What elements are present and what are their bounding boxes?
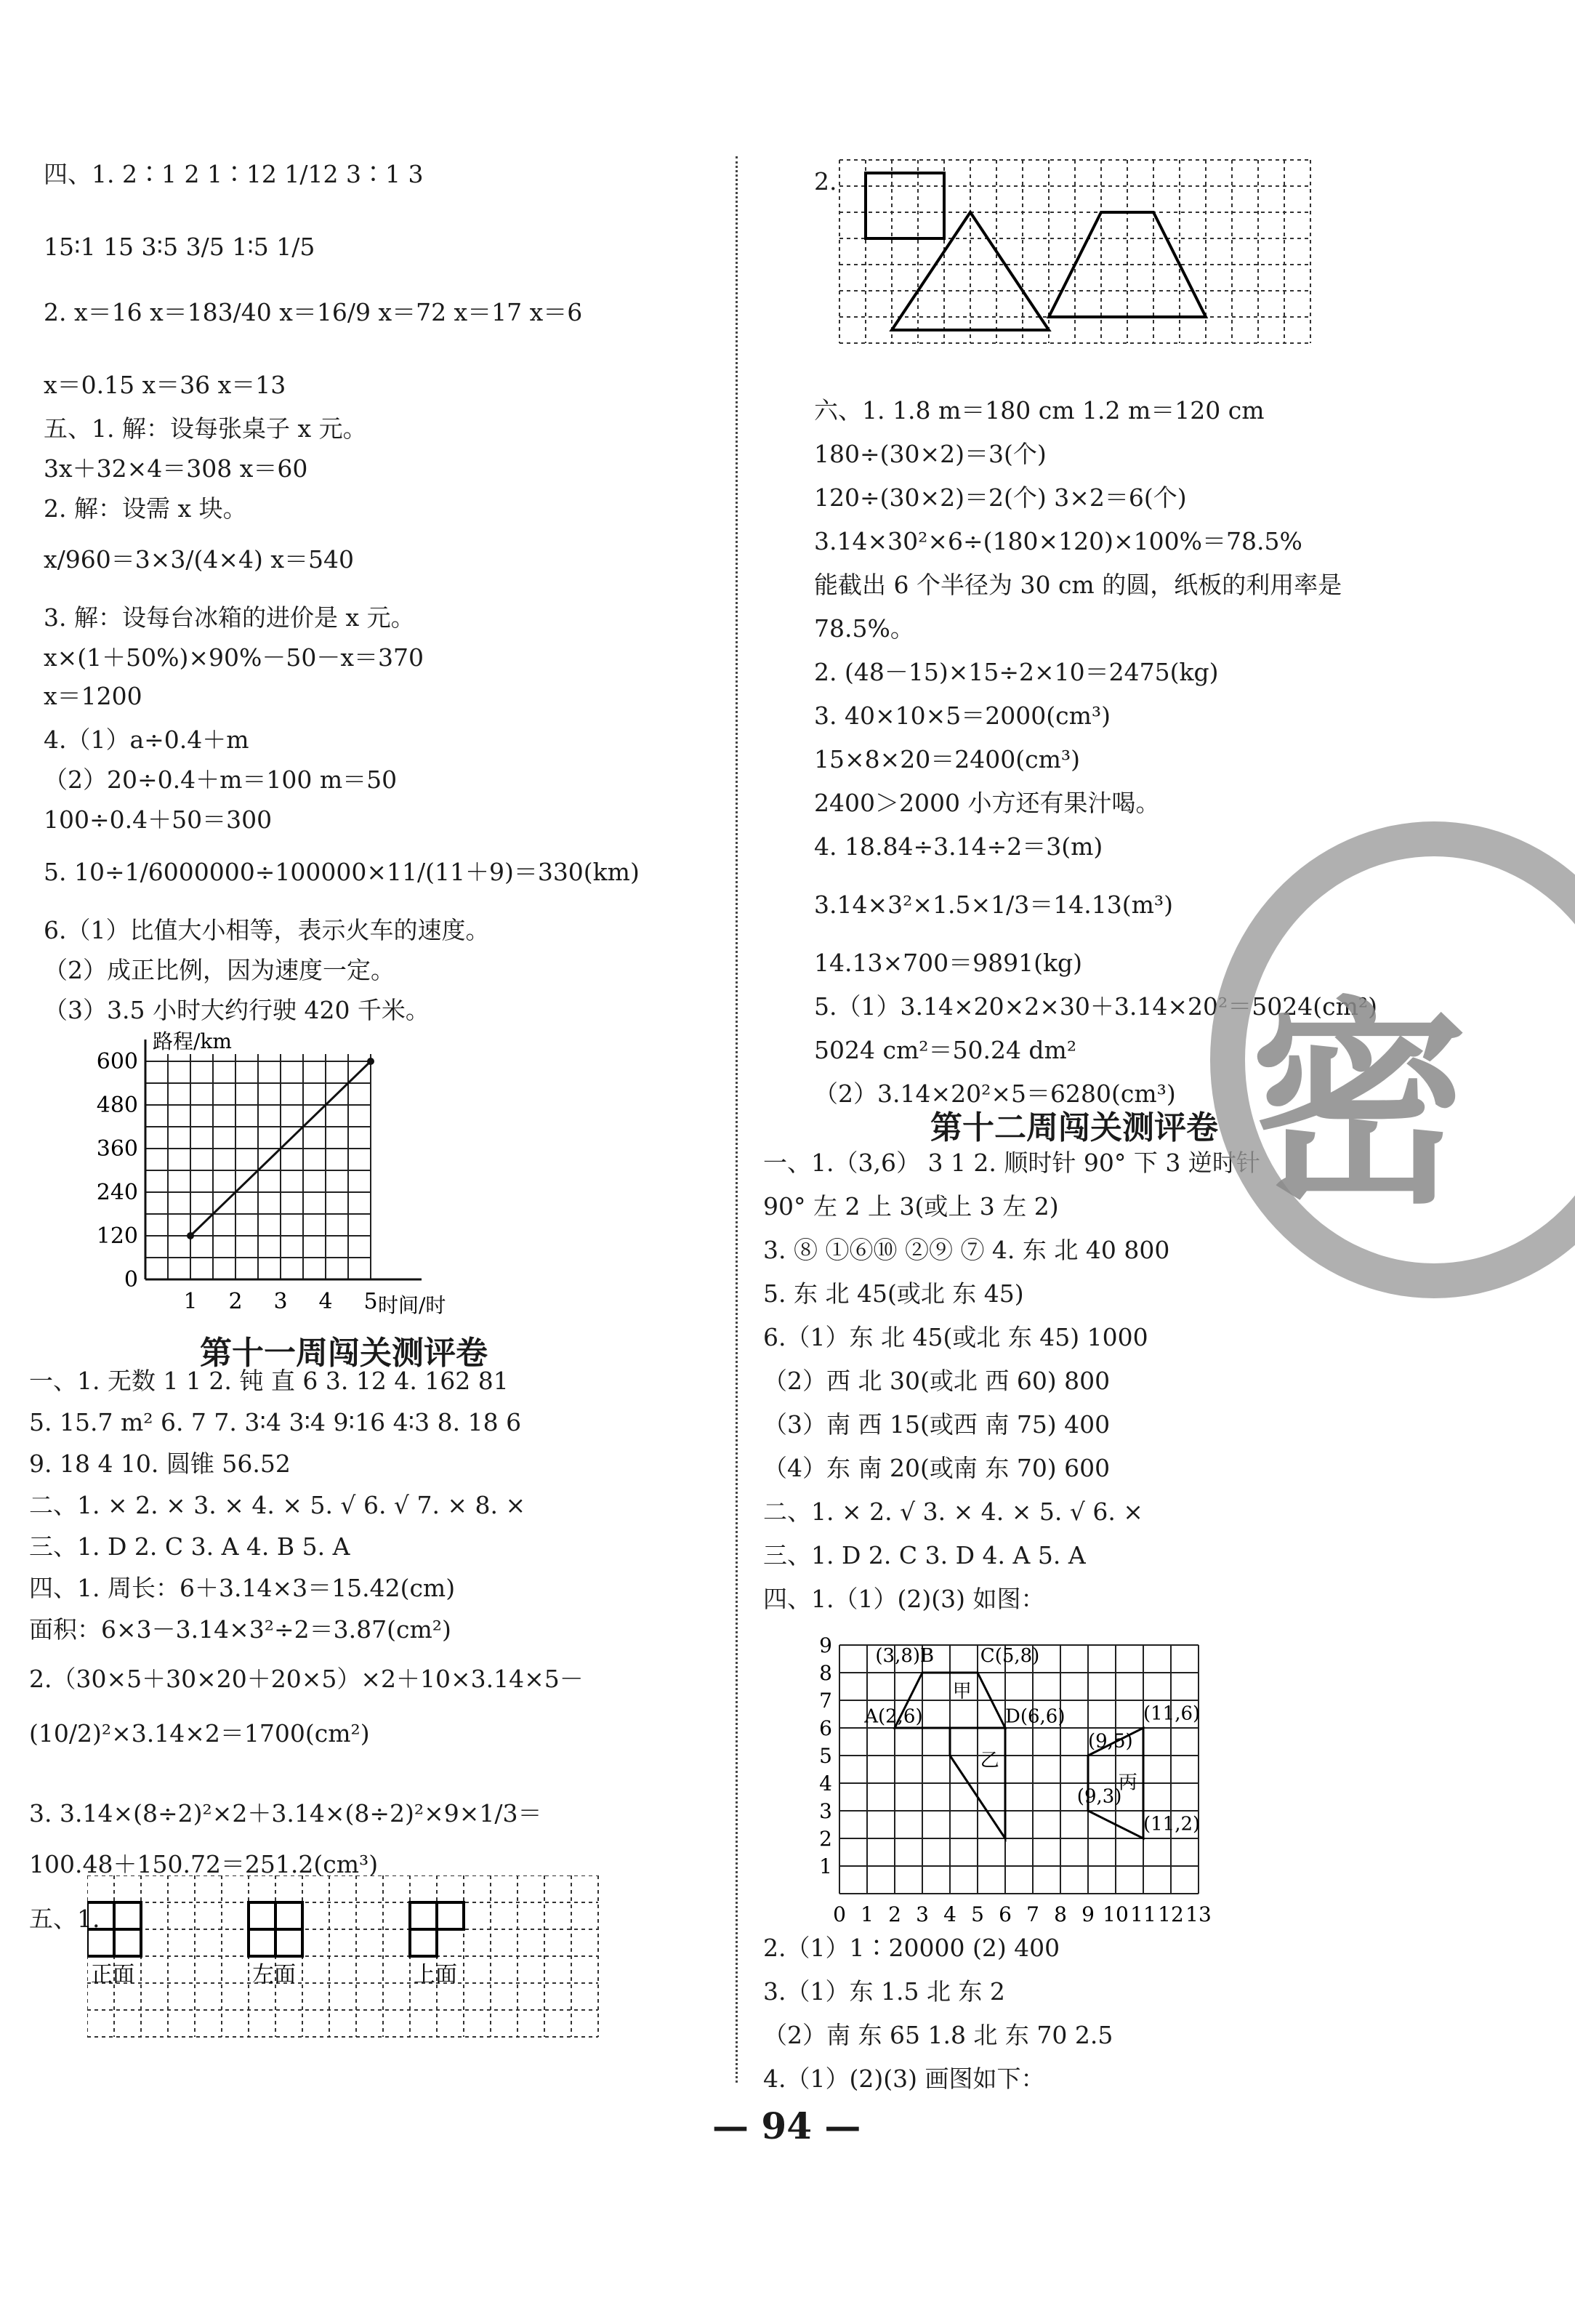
answer-line: 3. 40×10×5＝2000(cm³) <box>814 701 1111 730</box>
answer-line: 4.（1）a÷0.4＋m <box>44 725 249 754</box>
answer-line: 14.13×700＝9891(kg) <box>814 949 1082 977</box>
answer-line: 2.（1）1∶20000 (2) 400 <box>763 1934 1060 1962</box>
x-axis-label: 时间/时 <box>378 1293 446 1317</box>
answer-line: 15∶1 15 3∶5 3/5 1∶5 1/5 <box>44 233 315 261</box>
answer-line: 5024 cm²＝50.24 dm² <box>814 1036 1077 1064</box>
x-tick-label: 3 <box>273 1289 288 1314</box>
answer-line: 3.（1）东 1.5 北 东 2 <box>763 1977 1005 2006</box>
view-label: 正面 <box>91 1962 134 1987</box>
section-11-title: 第十一周闯关测评卷 <box>200 1335 488 1372</box>
answer-line: 78.5%。 <box>814 614 914 643</box>
y-tick-label: 7 <box>819 1689 832 1713</box>
shapes-grid <box>836 156 1323 363</box>
view-label: 左面 <box>252 1962 296 1987</box>
section-12-title: 第十二周闯关测评卷 <box>930 1109 1218 1146</box>
point-label: (11,6) <box>1143 1702 1201 1725</box>
answer-line: 4. 18.84÷3.14÷2＝3(m) <box>814 832 1103 861</box>
answer-line: 5. 15.7 m² 6. 7 7. 3∶4 3∶4 9∶16 4∶3 8. 18 6 <box>29 1408 522 1436</box>
view-cell <box>275 1902 302 1929</box>
point-label: 乙 <box>980 1750 999 1772</box>
view-cell <box>437 1902 464 1929</box>
x-tick-label: 2 <box>228 1289 243 1314</box>
answer-line: （4）东 南 20(或南 东 70) 600 <box>763 1454 1111 1482</box>
point-label: C(5,8) <box>980 1644 1040 1667</box>
answer-line: 2. x＝16 x＝183/40 x＝16/9 x＝72 x＝17 x＝6 <box>44 298 583 326</box>
answer-line: （2）成正比例，因为速度一定。 <box>44 956 395 984</box>
answer-line: 3.14×30²×6÷(180×120)×100%＝78.5% <box>814 527 1302 555</box>
x-tick-label: 11 <box>1130 1902 1156 1926</box>
answer-line: 6.（1）比值大小相等，表示火车的速度。 <box>44 916 490 944</box>
answer-line: 能截出 6 个半径为 30 cm 的圆，纸板的利用率是 <box>814 571 1342 599</box>
point-label: (9,3) <box>1076 1785 1122 1808</box>
answer-line: 一、1.（3,6） 3 1 2. 顺时针 90° 下 3 逆时针 <box>763 1149 1260 1177</box>
x-tick-label: 4 <box>943 1902 956 1926</box>
view-cell <box>249 1929 275 1956</box>
y-tick-label: 8 <box>819 1661 832 1685</box>
answer-line: 2400＞2000 小方还有果汁喝。 <box>814 789 1160 817</box>
y-tick-label: 3 <box>819 1799 832 1823</box>
answer-line: 五、1. 解：设每张桌子 x 元。 <box>44 414 367 443</box>
stamp-watermark: 密 <box>1250 979 1468 1233</box>
answer-line: (10/2)²×3.14×2＝1700(cm²) <box>29 1719 370 1748</box>
x-tick-label: 13 <box>1185 1902 1212 1926</box>
answer-line: x×(1＋50%)×90%－50－x＝370 <box>44 643 424 672</box>
point-label: (11,2) <box>1143 1813 1201 1836</box>
y-tick-label: 6 <box>819 1716 832 1740</box>
answer-line: 六、1. 1.8 m＝180 cm 1.2 m＝120 cm <box>814 396 1265 425</box>
data-point <box>367 1058 374 1065</box>
y-axis-label: 路程/km <box>153 1029 232 1053</box>
x-tick-label: 8 <box>1054 1902 1067 1926</box>
answer-line: 5. 10÷1/6000000÷100000×11/(11＋9)＝330(km) <box>44 858 640 886</box>
answer-line: 2. <box>814 167 837 196</box>
answer-line: 4.（1）(2)(3) 画图如下： <box>763 2064 1045 2093</box>
answer-line: 3. 3.14×(8÷2)²×2＋3.14×(8÷2)²×9×1/3＝ <box>29 1799 542 1828</box>
answer-line: 9. 18 4 10. 圆锥 56.52 <box>29 1450 291 1478</box>
answer-line: 120÷(30×2)＝2(个) 3×2＝6(个) <box>814 483 1187 512</box>
view-label: 上面 <box>414 1962 457 1987</box>
answer-line: （2）20÷0.4＋m＝100 m＝50 <box>44 765 398 794</box>
y-tick-label: 9 <box>819 1633 832 1657</box>
answer-line: 90° 左 2 上 3(或上 3 左 2) <box>763 1192 1059 1221</box>
point-label: 丙 <box>1118 1772 1137 1794</box>
answer-line: x/960＝3×3/(4×4) x＝540 <box>44 545 354 574</box>
point-label: D(6,6) <box>1005 1705 1066 1728</box>
answer-line: （2）西 北 30(或北 西 60) 800 <box>763 1367 1111 1395</box>
x-tick-label: 10 <box>1103 1902 1129 1926</box>
answer-line: 四、1. 2∶1 2 1∶12 1/12 3∶1 3 <box>44 160 424 188</box>
answer-line: 2. 解：设需 x 块。 <box>44 494 247 523</box>
x-tick-label: 7 <box>1026 1902 1039 1926</box>
x-tick-label: 4 <box>318 1289 333 1314</box>
square-shape <box>866 173 944 238</box>
x-tick-label: 6 <box>999 1902 1012 1926</box>
x-tick-label: 0 <box>833 1902 846 1926</box>
answer-line: （2）3.14×20²×5＝6280(cm³) <box>814 1079 1176 1108</box>
y-tick-label: 1 <box>819 1854 832 1878</box>
x-tick-label: 12 <box>1158 1902 1184 1926</box>
y-tick-label: 360 <box>96 1136 138 1162</box>
answer-line: 3.14×3²×1.5×1/3＝14.13(m³) <box>814 890 1173 919</box>
page-number: — 94 — <box>712 2104 861 2147</box>
answer-line: 100.48＋150.72＝251.2(cm³) <box>29 1850 379 1878</box>
y-tick-label: 600 <box>96 1049 138 1074</box>
y-tick-label: 120 <box>96 1223 138 1249</box>
point-label: (9,5) <box>1088 1730 1133 1753</box>
x-tick-label: 1 <box>861 1902 874 1926</box>
three-views-grid <box>87 1875 611 2079</box>
answer-line: 15×8×20＝2400(cm³) <box>814 745 1081 773</box>
point-label: (3,8)B <box>875 1644 935 1667</box>
answer-line: 5. 东 北 45(或北 东 45) <box>763 1279 1024 1308</box>
answer-line: 五、1. <box>29 1905 100 1933</box>
view-cell <box>410 1929 437 1956</box>
y-tick-label: 240 <box>96 1180 138 1205</box>
answer-line: 3. ⑧ ①⑥⑩ ②⑨ ⑦ 4. 东 北 40 800 <box>763 1236 1170 1264</box>
answer-line: 三、1. D 2. C 3. A 4. B 5. A <box>29 1532 350 1561</box>
view-cell <box>87 1929 114 1956</box>
view-cell <box>410 1902 437 1929</box>
answer-line: 2. (48－15)×15÷2×10＝2475(kg) <box>814 658 1219 686</box>
answer-line: 一、1. 无数 1 1 2. 钝 直 6 3. 12 4. 162 81 <box>29 1367 509 1395</box>
x-tick-label: 1 <box>183 1289 198 1314</box>
distance-time-graph <box>51 1018 501 1323</box>
point-label: 甲 <box>952 1681 972 1703</box>
answer-line: 5.（1）3.14×20×2×30＋3.14×20²＝5024(cm²) <box>814 992 1377 1021</box>
answer-line: 180÷(30×2)＝3(个) <box>814 440 1047 468</box>
answer-line: 100÷0.4＋50＝300 <box>44 805 273 834</box>
answer-line: 二、1. × 2. √ 3. × 4. × 5. √ 6. × <box>763 1497 1143 1526</box>
answer-line: 3x＋32×4＝308 x＝60 <box>44 454 308 483</box>
answer-line: 面积：6×3－3.14×3²÷2＝3.87(cm²) <box>29 1615 451 1644</box>
x-tick-label: 5 <box>971 1902 984 1926</box>
x-tick-label: 5 <box>363 1289 378 1314</box>
answer-line: 3. 解：设每台冰箱的进价是 x 元。 <box>44 603 415 632</box>
answer-line: 6.（1）东 北 45(或北 东 45) 1000 <box>763 1323 1148 1351</box>
y-tick-label: 2 <box>819 1827 832 1851</box>
x-tick-label: 3 <box>916 1902 929 1926</box>
y-tick-label: 4 <box>819 1772 832 1796</box>
answer-line: （3）南 西 15(或西 南 75) 400 <box>763 1410 1111 1439</box>
answer-line: x＝0.15 x＝36 x＝13 <box>44 371 286 399</box>
answer-line: x＝1200 <box>44 682 142 710</box>
y-tick-label: 480 <box>96 1093 138 1118</box>
x-tick-label: 9 <box>1081 1902 1095 1926</box>
coordinate-grid <box>807 1617 1257 1930</box>
column-divider <box>736 156 738 2083</box>
answer-line: 四、1. 周长：6＋3.14×3＝15.42(cm) <box>29 1574 456 1602</box>
data-point <box>187 1232 194 1239</box>
y-tick-label: 5 <box>819 1744 832 1768</box>
answer-line: 二、1. × 2. × 3. × 4. × 5. √ 6. √ 7. × 8. × <box>29 1491 526 1519</box>
answer-line: 四、1.（1）(2)(3) 如图： <box>763 1585 1045 1613</box>
answer-line: （3）3.5 小时大约行驶 420 千米。 <box>44 996 430 1024</box>
answer-line: 三、1. D 2. C 3. D 4. A 5. A <box>763 1541 1086 1569</box>
view-cell <box>114 1929 141 1956</box>
answer-line: 2.（30×5＋30×20＋20×5）×2＋10×3.14×5－ <box>29 1665 584 1693</box>
x-tick-label: 2 <box>888 1902 901 1926</box>
view-cell <box>87 1902 114 1929</box>
point-label: A(2,6) <box>864 1705 923 1728</box>
y-tick-label: 0 <box>124 1267 138 1292</box>
view-cell <box>275 1929 302 1956</box>
view-cell <box>249 1902 275 1929</box>
answer-line: （2）南 东 65 1.8 北 东 70 2.5 <box>763 2021 1113 2049</box>
view-cell <box>114 1902 141 1929</box>
